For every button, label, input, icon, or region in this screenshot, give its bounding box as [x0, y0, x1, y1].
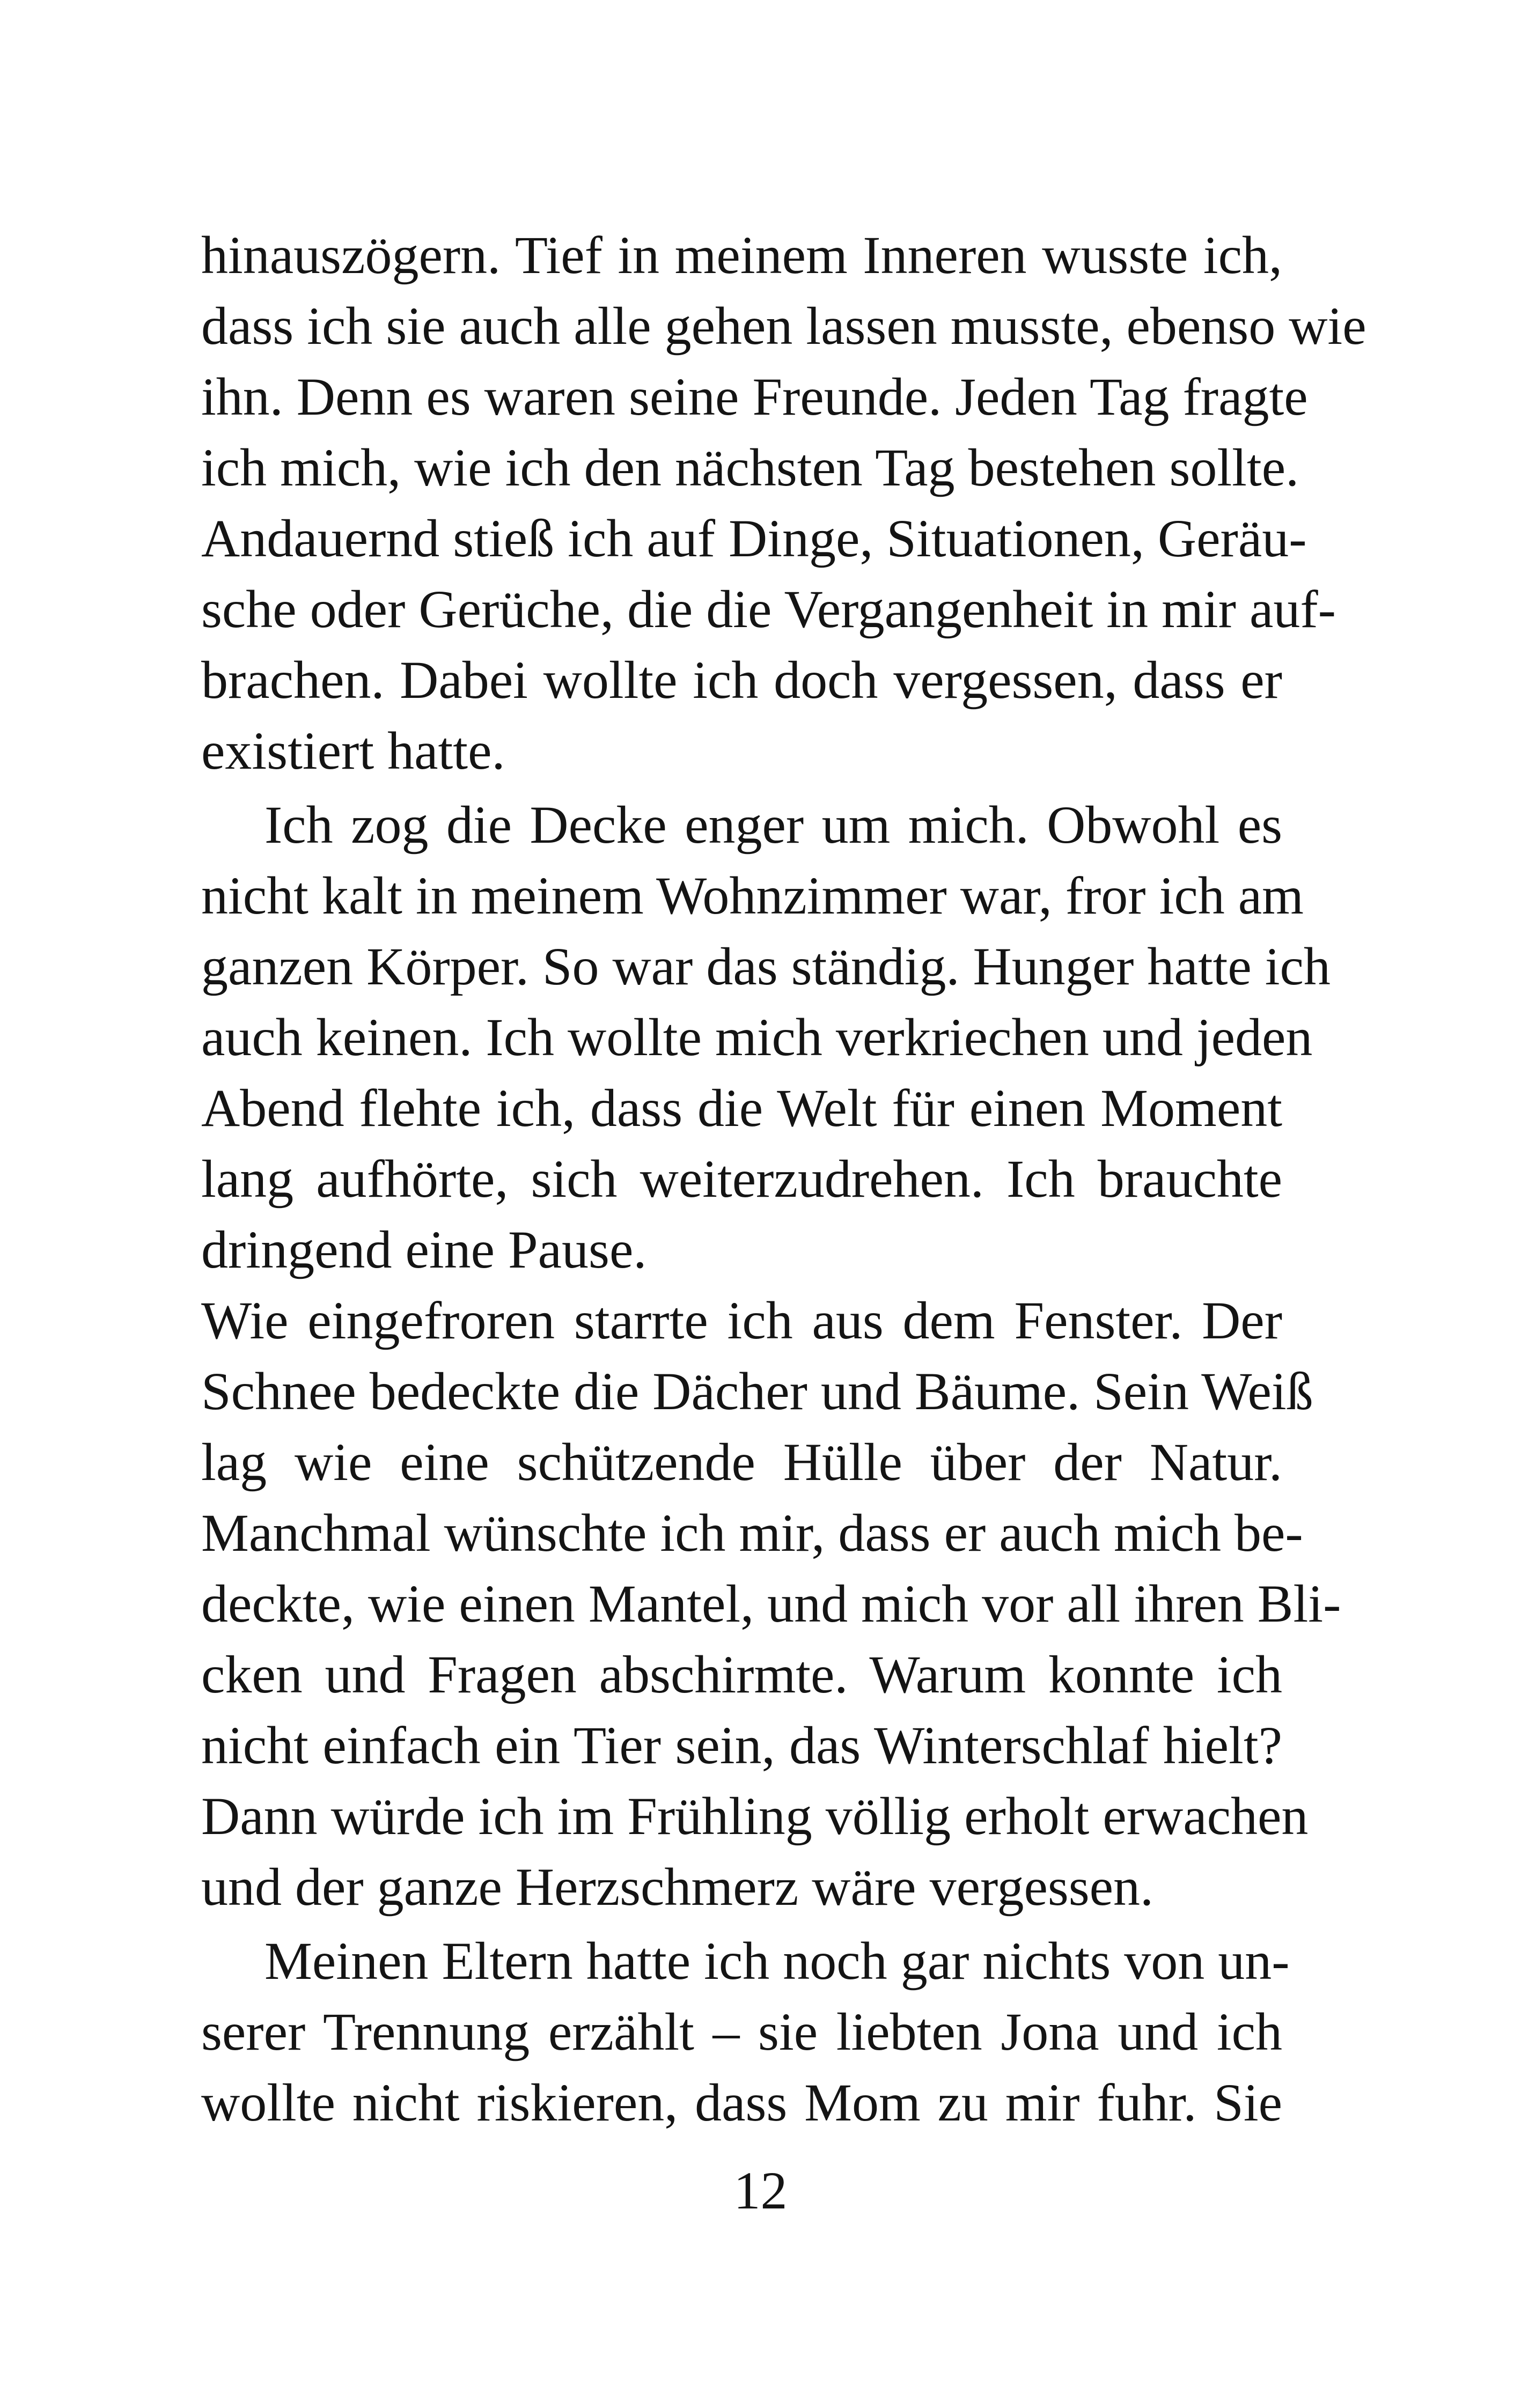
text-line: cken und Fragen abschirmte. Warum konnte ich	[201, 1645, 1282, 1704]
body-text	[201, 220, 1366, 2138]
paragraph	[201, 790, 1331, 1285]
text-line: Wie eingefroren starrte ich aus dem Fenster. Der	[201, 1291, 1282, 1350]
text-line: dass ich sie auch alle gehen lassen musste, ebenso wie	[201, 296, 1366, 356]
text-line: ihn. Denn es waren seine Freunde. Jeden Tag fragte	[201, 367, 1308, 426]
text-line: brachen. Dabei wollte ich doch vergessen, dass er	[201, 650, 1282, 710]
text-line: serer Trennung erzählt – sie liebten Jona und ich	[201, 2002, 1282, 2061]
text-line: Schnee bedeckte die Dächer und Bäume. Sein Weiß	[201, 1361, 1313, 1421]
text-line: Abend flehte ich, dass die Welt für einen Moment	[201, 1078, 1282, 1138]
text-line: Ich zog die Decke enger um mich. Obwohl es	[264, 795, 1282, 855]
text-line: hinauszögern. Tief in meinem Inneren wusste ich,	[201, 225, 1282, 285]
text-line: Andauernd stieß ich auf Dinge, Situationen, Geräu-	[201, 509, 1307, 568]
text-line: Meinen Eltern hatte ich noch gar nichts von un-	[264, 1931, 1290, 1991]
text-line: auch keinen. Ich wollte mich verkriechen und jeden	[201, 1007, 1313, 1067]
text-line: nicht kalt in meinem Wohnzimmer war, fror ich am	[201, 866, 1304, 925]
text-line: nicht einfach ein Tier sein, das Winterschlaf hielt?	[201, 1715, 1282, 1775]
text-line: Dann würde ich im Frühling völlig erholt erwachen	[201, 1786, 1309, 1846]
text-line: Manchmal wünschte ich mir, dass er auch mich be-	[201, 1503, 1303, 1563]
page-number: 12	[733, 2161, 788, 2220]
text-line: ich mich, wie ich den nächsten Tag bestehen sollte.	[201, 438, 1299, 497]
text-line: ganzen Körper. So war das ständig. Hunger hatte ich	[201, 937, 1331, 996]
text-line: existiert hatte.	[201, 721, 505, 780]
text-line: lang aufhörte, sich weiterzudrehen. Ich brauchte	[201, 1149, 1282, 1209]
text-line: und der ganze Herzschmerz wäre vergessen.	[201, 1857, 1154, 1917]
paragraph	[201, 220, 1366, 786]
text-line: sche oder Gerüche, die die Vergangenheit in mir auf-	[201, 579, 1336, 639]
text-line: dringend eine Pause.	[201, 1220, 647, 1279]
paragraph	[201, 1926, 1290, 2138]
text-line: wollte nicht riskieren, dass Mom zu mir fuhr. Sie	[201, 2073, 1282, 2132]
text-line: lag wie eine schützende Hülle über der Natur.	[201, 1432, 1282, 1492]
paragraph	[201, 1285, 1341, 1923]
text-line: deckte, wie einen Mantel, und mich vor all ihren Bli-	[201, 1574, 1341, 1633]
